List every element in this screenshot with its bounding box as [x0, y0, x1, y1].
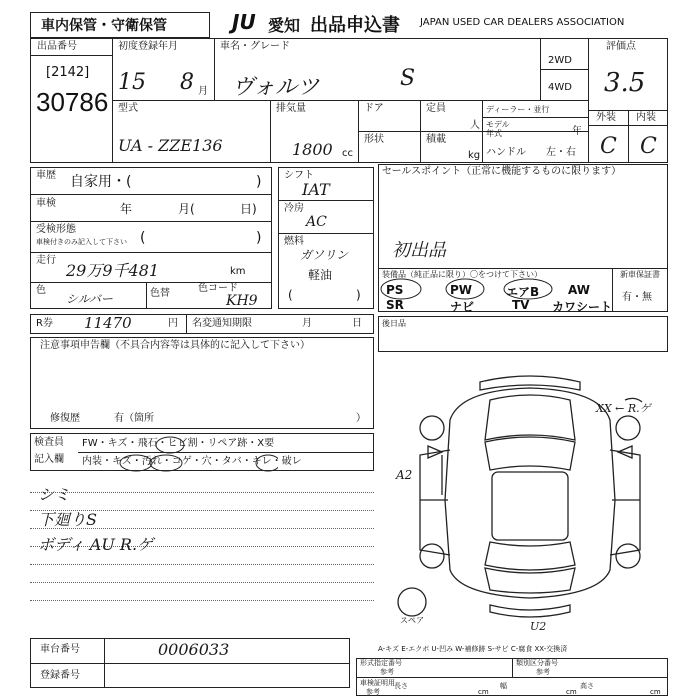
shift-value: IAT — [302, 180, 330, 199]
car-grade: S — [400, 66, 416, 91]
handle-label: ハンドル — [486, 147, 526, 158]
model-year-label: モデル 年式 — [486, 120, 510, 138]
equipment-leather-seat: カワシート — [552, 300, 613, 314]
history-value: 自家用・( — [70, 174, 132, 190]
fuel-paren: ( — [288, 288, 293, 302]
displacement-label: 排気量 — [276, 103, 306, 114]
post-date-box — [378, 316, 668, 352]
remark-1: シミ — [38, 485, 71, 504]
notice-month: 月 — [302, 318, 312, 329]
spare-label: スペア — [400, 616, 424, 625]
recycle-value: 11470 — [84, 314, 132, 332]
equipment-tv: TV — [512, 298, 530, 312]
interior-label: 内装 — [636, 112, 656, 123]
equipment-circles — [380, 278, 612, 312]
capacity-label: 定員 — [426, 103, 446, 114]
front-damage-note: XX ← R.ゲ — [596, 402, 651, 415]
repair-history-value: 有（箇所 — [114, 413, 154, 424]
inspector-circles — [78, 430, 278, 474]
storage-notice-box — [30, 12, 210, 38]
recycle-label: R券 — [36, 318, 53, 329]
lot-sub-number: [2142] — [46, 65, 90, 80]
exterior-value: C — [600, 134, 617, 159]
aircon-label: 冷房 — [284, 203, 304, 214]
registration-number-label: 登録番号 — [40, 670, 80, 681]
inspection-day: 日) — [240, 202, 257, 216]
repair-history-close: ） — [356, 413, 366, 424]
fuel-gasoline: ガソリン — [300, 248, 349, 262]
warranty-label: 新車保証書 — [620, 270, 660, 279]
color-label: 色 — [36, 285, 46, 296]
load-unit: kg — [468, 150, 481, 161]
equipment-label: 装備品（純正品に限り）〇をつけて下さい） — [382, 270, 542, 279]
type-spec-label: 形式指定番号 — [360, 659, 402, 667]
region-name: 愛知 — [268, 16, 301, 35]
association-name: JAPAN USED CAR DEALERS ASSOCIATION — [420, 17, 625, 28]
color-change-label: 色替 — [150, 288, 170, 299]
fuel-diesel: 軽油 — [308, 268, 333, 282]
equipment-sr: SR — [386, 298, 404, 312]
repair-history-label: 修復歴 — [50, 413, 80, 424]
equipment-airbag: エアB — [506, 285, 540, 299]
color-code: KH9 — [226, 293, 258, 309]
acceptance-paren: ( — [140, 230, 146, 246]
chassis-label: 車台番号 — [40, 644, 80, 655]
handle-options: 左・右 — [546, 147, 576, 158]
equipment-pw: PW — [450, 283, 473, 297]
registration-month-unit: 月 — [198, 86, 208, 97]
width-label: 幅 — [500, 682, 507, 690]
interior-value: C — [640, 134, 657, 159]
lot-number-label: 出品番号 — [37, 41, 77, 52]
shape-label: 形状 — [364, 134, 384, 145]
length-label: 長さ — [394, 682, 408, 690]
registration-month: 8 — [180, 70, 194, 95]
notes-label: 注意事項申告欄（不具合内容等は具体的に記入して下さい） — [40, 340, 310, 351]
model-label: 型式 — [118, 103, 138, 114]
vehicle-cert-label: 車検証明用 — [360, 679, 395, 687]
drive-2wd: 2WD — [548, 55, 572, 66]
rear-damage-note: U2 — [530, 620, 547, 633]
equipment-ps: PS — [386, 283, 404, 297]
door-label: ドア — [364, 103, 384, 114]
acceptance-label: 受検形態 — [36, 224, 76, 235]
vehicle-cert-reference: 参考 — [366, 688, 380, 696]
warranty-options: 有・無 — [622, 292, 652, 303]
form-title: 出品申込書 — [310, 15, 400, 36]
acceptance-note: 車検付きのみ記入して下さい — [36, 238, 127, 246]
remark-3: ボディ AU R.ゲ — [38, 535, 154, 554]
category-label: 類別区分番号 — [516, 659, 558, 667]
displacement-value: 1800 — [292, 140, 333, 159]
color-code-label: 色コード — [198, 283, 238, 294]
history-close: ) — [256, 174, 262, 190]
drive-4wd: 4WD — [548, 82, 572, 93]
registration-label: 初度登録年月 — [118, 41, 178, 52]
registration-year: 15 — [118, 70, 146, 95]
lot-number: 30786 — [36, 87, 109, 117]
sales-point-value: 初出品 — [392, 240, 446, 261]
dealer-label: ディーラー・並行 — [486, 105, 550, 114]
score-label: 評価点 — [606, 41, 636, 52]
exterior-label: 外装 — [596, 112, 616, 123]
storage-notice: 車内保管・守衛保管 — [41, 18, 167, 34]
notice-deadline-label: 名変通知期限 — [192, 318, 252, 329]
inspection-month: 月( — [178, 202, 195, 216]
sales-point-label: セールスポイント（正常に機能するものに限ります） — [382, 166, 622, 177]
model-value: UA - ZZE136 — [118, 136, 223, 155]
length-unit: cm — [478, 688, 489, 696]
score-value: 3.5 — [604, 68, 646, 98]
height-label: 高さ — [580, 682, 594, 690]
mileage-value: 29万9千481 — [66, 261, 160, 280]
load-label: 積載 — [426, 134, 446, 145]
inspector-label-1: 検査員 — [34, 437, 64, 448]
history-label: 車歴 — [36, 170, 56, 181]
mileage-unit: km — [230, 266, 246, 277]
fuel-close: ) — [356, 288, 361, 302]
width-unit: cm — [566, 688, 577, 696]
car-name: ヴォルツ — [232, 75, 320, 100]
ju-logo: JU — [232, 10, 256, 34]
height-unit: cm — [650, 688, 661, 696]
category-reference: 参考 — [536, 668, 550, 676]
aircon-value: AC — [306, 214, 327, 230]
side-damage-note: A2 — [396, 468, 413, 482]
acceptance-close: ) — [256, 230, 262, 246]
model-year-unit: 年 — [572, 126, 582, 137]
inspector-label-2: 記入欄 — [34, 454, 64, 465]
equipment-navi: ナビ — [450, 300, 475, 314]
damage-legend: A-キズ E-エクボ U-凹み W-補修跡 S-サビ C-腐食 XX-交換済 — [378, 645, 568, 653]
inspector-row-1: FW・キズ・飛石・ヒビ割・リペア跡・X要 — [82, 438, 275, 449]
mileage-label: 走行 — [36, 255, 56, 266]
inspection-label: 車検 — [36, 198, 56, 209]
remark-2: 下廻りS — [38, 510, 97, 529]
color-value: シルバー — [66, 292, 113, 306]
capacity-unit: 人 — [470, 120, 480, 131]
post-date-label: 後日品 — [382, 319, 406, 328]
shift-label: シフト — [284, 170, 314, 181]
displacement-unit: cc — [342, 148, 353, 159]
car-name-label: 車名・グレード — [220, 41, 290, 52]
type-spec-reference: 参考 — [380, 668, 394, 676]
inspection-year: 年 — [120, 202, 133, 216]
chassis-number: 0006033 — [158, 640, 230, 659]
notice-day: 日 — [352, 318, 362, 329]
inspector-row-2: 内装・キズ・汚れ・コゲ・穴・タバ・キレ・破レ — [82, 456, 302, 467]
equipment-aw: AW — [568, 283, 590, 297]
fuel-label: 燃料 — [284, 236, 304, 247]
recycle-unit: 円 — [168, 318, 178, 329]
